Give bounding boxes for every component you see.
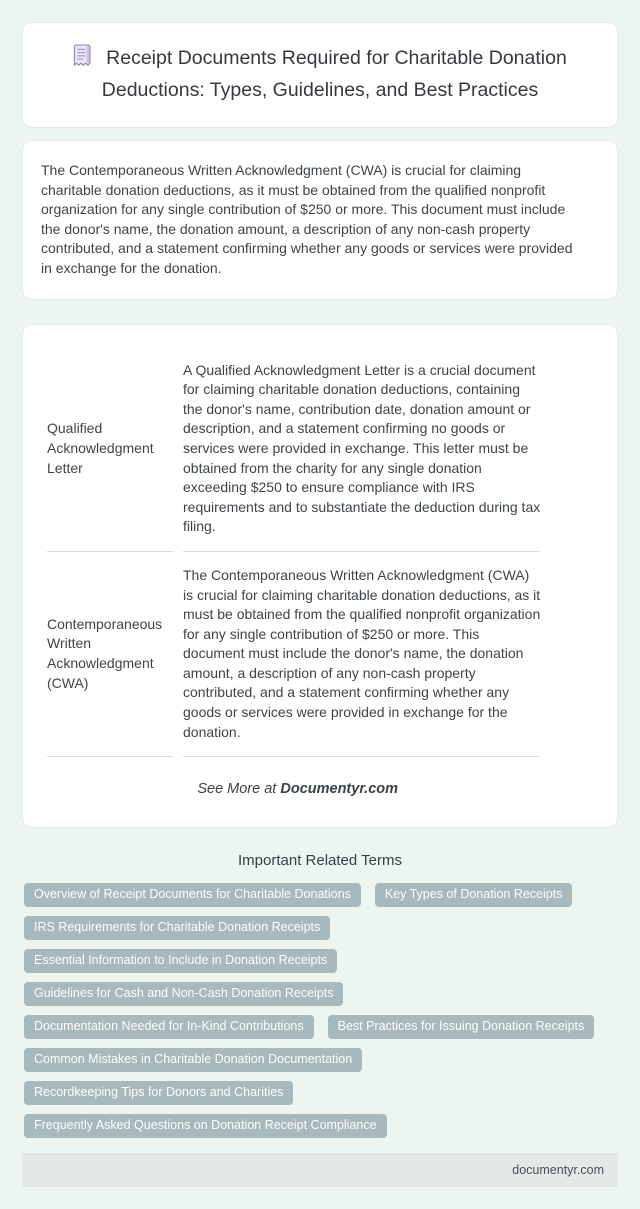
related-terms-section <box>22 852 618 1138</box>
title-card <box>22 22 618 128</box>
related-term-tag[interactable]: Best Practices for Issuing Donation Receipts <box>328 1015 595 1039</box>
see-more-brand-link[interactable]: Documentyr.com <box>280 781 399 798</box>
related-term-tag[interactable]: Essential Information to Include in Donation Receipts <box>24 949 337 973</box>
glossary-definition: The Contemporaneous Written Acknowledgment (CWA) is crucial for claiming charitable donation deductions, as it must be obtained from the qualified nonprofit organization for any single contribution of $250 or more. This document must include the donor's name, the donation amount, a description of any non-cash property contributed, and a statement confirming whether any goods or services were provided in exchange for the donation. <box>183 552 540 757</box>
related-term-tag[interactable]: Guidelines for Cash and Non-Cash Donation Receipts <box>24 982 343 1006</box>
footer-site-label: documentyr.com <box>512 1163 604 1178</box>
glossary-definition: A Qualified Acknowledgment Letter is a crucial document for claiming charitable donation deductions, containing the donor's name, contribution date, donation amount or description, and a statement confirming no goods or services were provided in exchange. This letter must be obtained from the charity for any single donation exceeding $250 to ensure compliance with IRS requirements and to substantiate the deduction during tax filing. <box>183 347 540 552</box>
receipt-icon <box>73 44 92 76</box>
related-term-tag[interactable]: Overview of Receipt Documents for Charitable Donations <box>24 883 361 907</box>
glossary-term: Qualified Acknowledgment Letter <box>47 347 173 552</box>
related-term-tag[interactable]: Frequently Asked Questions on Donation Receipt Compliance <box>24 1114 387 1138</box>
related-terms-list <box>22 883 618 1138</box>
glossary-table-wrap <box>41 347 554 798</box>
footer-bar <box>22 1153 618 1187</box>
see-more-prefix: See More at <box>197 781 277 798</box>
related-term-tag[interactable]: Documentation Needed for In-Kind Contributions <box>24 1015 314 1039</box>
summary-card <box>22 140 618 300</box>
related-terms-heading: Important Related Terms <box>238 852 402 870</box>
related-term-tag[interactable]: Key Types of Donation Receipts <box>375 883 573 907</box>
glossary-row <box>47 552 540 757</box>
related-term-tag[interactable]: IRS Requirements for Charitable Donation Receipts <box>24 916 330 940</box>
summary-paragraph: The Contemporaneous Written Acknowledgment (CWA) is crucial for claiming charitable donation deductions, as it must be obtained from the qualified nonprofit organization for any single contribution of $250 or more. This document must include the donor's name, the donation amount, a description of any non-cash property contributed, and a statement confirming whether any goods or services were provided in exchange for the donation. <box>41 162 573 276</box>
page-title-text: Receipt Documents Required for Charitable Donation Deductions: Types, Guidelines, and Best Practices <box>101 47 567 101</box>
glossary-card <box>22 324 618 829</box>
see-more-line <box>41 781 554 797</box>
page-title <box>68 44 573 104</box>
glossary-table-body <box>47 347 540 758</box>
glossary-table <box>37 347 550 758</box>
related-term-tag[interactable]: Common Mistakes in Charitable Donation Documentation <box>24 1048 362 1072</box>
glossary-term: Contemporaneous Written Acknowledgment (CWA) <box>47 552 173 757</box>
related-term-tag[interactable]: Recordkeeping Tips for Donors and Charities <box>24 1081 293 1105</box>
glossary-row <box>47 347 540 552</box>
